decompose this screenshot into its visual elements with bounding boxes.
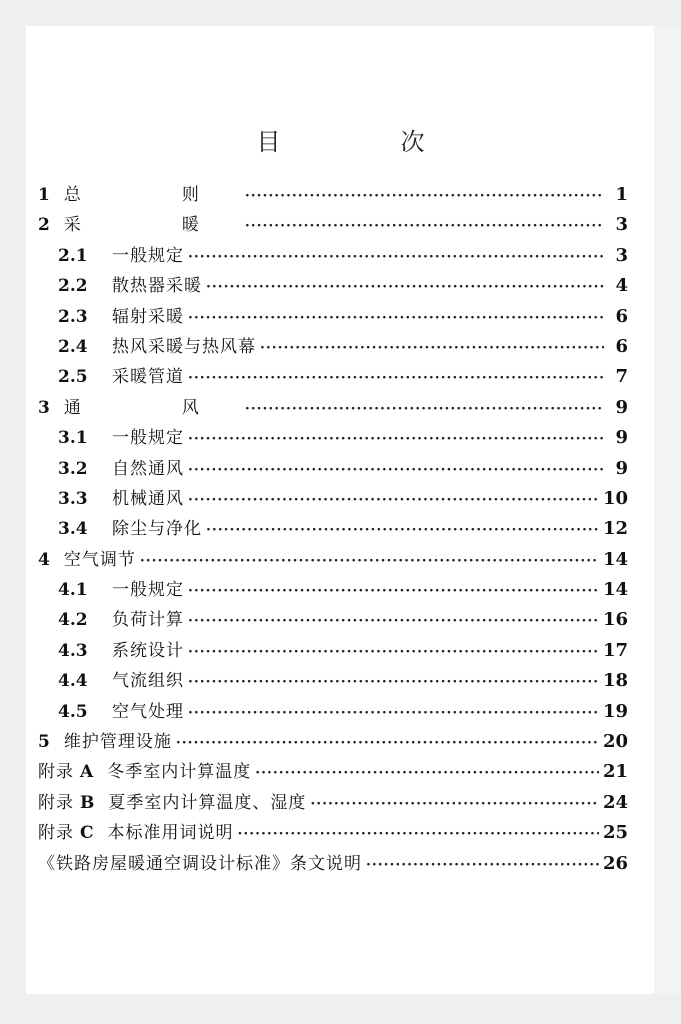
toc-entry-label: 空气调节 bbox=[63, 549, 136, 570]
toc-leader-dots bbox=[188, 424, 604, 454]
toc-entry-label: 系统设计 bbox=[112, 640, 184, 661]
toc-entry-page: 14 bbox=[602, 548, 628, 570]
toc-leader-dots bbox=[188, 698, 599, 728]
toc-leader-dots bbox=[245, 394, 604, 424]
toc-entry-page: 1 bbox=[615, 184, 628, 205]
toc-entry-3-3[interactable] bbox=[38, 484, 628, 514]
toc-entry-page: 12 bbox=[602, 518, 628, 540]
toc-entry-label: 空气处理 bbox=[112, 701, 184, 722]
toc-leader-dots bbox=[188, 242, 604, 272]
toc-entry-4-2[interactable] bbox=[38, 605, 628, 635]
toc-entry-number: 3.2 bbox=[58, 458, 88, 479]
toc-entry-number: C bbox=[80, 823, 94, 844]
toc-entry-number: 4 bbox=[38, 549, 50, 570]
toc-entry-number: A bbox=[80, 762, 94, 783]
toc-entry-label: 采暖管道 bbox=[112, 367, 184, 388]
toc-entry-page: 25 bbox=[602, 822, 628, 844]
toc-entry-number: 2.2 bbox=[58, 276, 88, 297]
toc-leader-dots bbox=[188, 485, 599, 515]
toc-entry-number: 3 bbox=[38, 397, 50, 418]
toc-entry-page: 3 bbox=[615, 214, 628, 236]
toc-entry-number: 4.5 bbox=[58, 701, 88, 722]
toc-entry-appendix-c[interactable] bbox=[38, 818, 628, 848]
toc-entry-number: 3.4 bbox=[58, 519, 88, 540]
toc-entry-2-3[interactable] bbox=[38, 302, 628, 332]
toc-appendix-prefix: 附录 bbox=[38, 823, 74, 844]
toc-entry-label: 负荷计算 bbox=[112, 610, 184, 631]
adjacent-page-edge bbox=[654, 26, 681, 994]
toc-entry-label: 夏季室内计算温度、湿度 bbox=[108, 792, 307, 813]
toc-leader-dots bbox=[260, 333, 604, 363]
toc-entry-number: 2.3 bbox=[58, 306, 88, 327]
toc-entry-label: 散热器采暖 bbox=[112, 276, 202, 297]
toc-leader-dots bbox=[206, 515, 599, 545]
toc-leader-dots bbox=[238, 819, 599, 849]
toc-entry-2-5[interactable] bbox=[38, 362, 628, 392]
toc-entry-label: 总 则 bbox=[63, 185, 241, 205]
toc-entry-page: 16 bbox=[602, 609, 628, 631]
toc-entry-label: 自然通风 bbox=[112, 458, 184, 479]
toc-entry-5[interactable] bbox=[38, 727, 628, 757]
toc-leader-dots bbox=[188, 363, 604, 393]
toc-entry-number: 5 bbox=[38, 732, 50, 753]
toc-entry-4-3[interactable] bbox=[38, 636, 628, 666]
toc-entry-number: 2 bbox=[38, 215, 50, 236]
toc-entry-page: 10 bbox=[602, 487, 628, 509]
toc-entry-number: 4.4 bbox=[58, 671, 88, 692]
toc-entry-4-1[interactable] bbox=[38, 575, 628, 605]
toc-entry-2-2[interactable] bbox=[38, 271, 628, 301]
toc-entry-page: 9 bbox=[615, 396, 628, 418]
toc-entry-label: 采 暖 bbox=[63, 215, 241, 236]
toc-entry-page: 18 bbox=[602, 670, 628, 692]
toc-entry-page: 21 bbox=[602, 761, 628, 783]
toc-entry-page: 24 bbox=[602, 791, 628, 813]
toc-entry-label: 《铁路房屋暖通空调设计标准》条文说明 bbox=[38, 853, 362, 874]
toc-entry-3-1[interactable] bbox=[38, 423, 628, 453]
toc-leader-dots bbox=[206, 272, 604, 302]
toc-entry-page: 19 bbox=[602, 700, 628, 722]
toc-entry-appendix-b[interactable] bbox=[38, 788, 628, 818]
toc-entry-label: 一般规定 bbox=[112, 580, 184, 601]
toc-entry-page: 9 bbox=[615, 457, 628, 479]
toc-entry-page: 14 bbox=[602, 579, 628, 601]
toc-entry-number: 4.2 bbox=[58, 610, 88, 631]
toc-entry-number: 4.1 bbox=[58, 580, 88, 601]
toc-leader-dots bbox=[188, 576, 599, 606]
toc-entry-4[interactable] bbox=[38, 545, 628, 575]
toc-leader-dots bbox=[245, 211, 604, 241]
toc-leader-dots bbox=[140, 546, 599, 576]
toc-entry-page: 6 bbox=[615, 335, 628, 357]
toc-entry-label: 机械通风 bbox=[112, 488, 184, 509]
toc-entry-number: B bbox=[80, 792, 95, 813]
toc-entry-page: 4 bbox=[615, 275, 628, 297]
toc-entry-label: 一般规定 bbox=[112, 245, 184, 266]
toc-leader-dots bbox=[188, 667, 599, 697]
toc-entry-number: 3.3 bbox=[58, 488, 88, 509]
toc-entry-number: 1 bbox=[38, 185, 50, 205]
toc-entry-label: 通 风 bbox=[63, 397, 241, 418]
toc-entry-appendix-a[interactable] bbox=[38, 757, 628, 787]
toc-leader-dots bbox=[188, 455, 604, 485]
toc-entry-number: 3.1 bbox=[58, 428, 88, 449]
toc-leader-dots bbox=[255, 758, 599, 788]
toc-entry-number: 2.4 bbox=[58, 336, 88, 357]
page-title: 目 次 bbox=[256, 128, 473, 156]
toc-entry-2-1[interactable] bbox=[38, 241, 628, 271]
toc-entry-label: 冬季室内计算温度 bbox=[107, 762, 252, 783]
toc-entry-label: 辐射采暖 bbox=[112, 306, 184, 327]
toc-leader-dots bbox=[188, 303, 604, 333]
toc-entry-page: 20 bbox=[602, 731, 628, 753]
toc-entry-3-4[interactable] bbox=[38, 514, 628, 544]
toc-entry-commentary[interactable] bbox=[38, 849, 628, 879]
toc-appendix-prefix: 附录 bbox=[38, 792, 74, 813]
toc-leader-dots bbox=[310, 789, 599, 819]
toc-entry-number: 2.5 bbox=[58, 367, 88, 388]
toc-entry-4-5[interactable] bbox=[38, 697, 628, 727]
toc-leader-dots bbox=[245, 181, 604, 211]
toc-entry-2-4[interactable] bbox=[38, 332, 628, 362]
toc-entry-number: 2.1 bbox=[58, 245, 88, 266]
toc-entry-3[interactable] bbox=[38, 393, 628, 423]
toc-entry-label: 本标准用词说明 bbox=[107, 823, 234, 844]
toc-entry-page: 17 bbox=[602, 639, 628, 661]
toc-entry-number: 4.3 bbox=[58, 640, 88, 661]
toc-entry-label: 气流组织 bbox=[112, 671, 184, 692]
toc-leader-dots bbox=[366, 850, 599, 880]
toc-entry-3-2[interactable] bbox=[38, 454, 628, 484]
toc-entry-1[interactable] bbox=[38, 180, 628, 210]
toc-entry-page: 6 bbox=[615, 305, 628, 327]
toc-entry-page: 7 bbox=[615, 366, 628, 388]
toc-leader-dots bbox=[188, 606, 599, 636]
toc-entry-page: 3 bbox=[615, 244, 628, 266]
toc-leader-dots bbox=[176, 728, 599, 758]
toc-entry-page: 9 bbox=[615, 427, 628, 449]
toc-entry-label: 除尘与净化 bbox=[112, 519, 202, 540]
toc-appendix-prefix: 附录 bbox=[38, 762, 74, 783]
toc-entry-label: 一般规定 bbox=[112, 428, 184, 449]
table-of-contents bbox=[38, 180, 628, 879]
toc-entry-4-4[interactable] bbox=[38, 666, 628, 696]
toc-entry-page: 26 bbox=[602, 852, 628, 874]
toc-entry-label: 热风采暖与热风幕 bbox=[112, 336, 256, 357]
toc-entry-label: 维护管理设施 bbox=[63, 732, 172, 753]
toc-leader-dots bbox=[188, 637, 599, 667]
toc-entry-2[interactable] bbox=[38, 210, 628, 240]
